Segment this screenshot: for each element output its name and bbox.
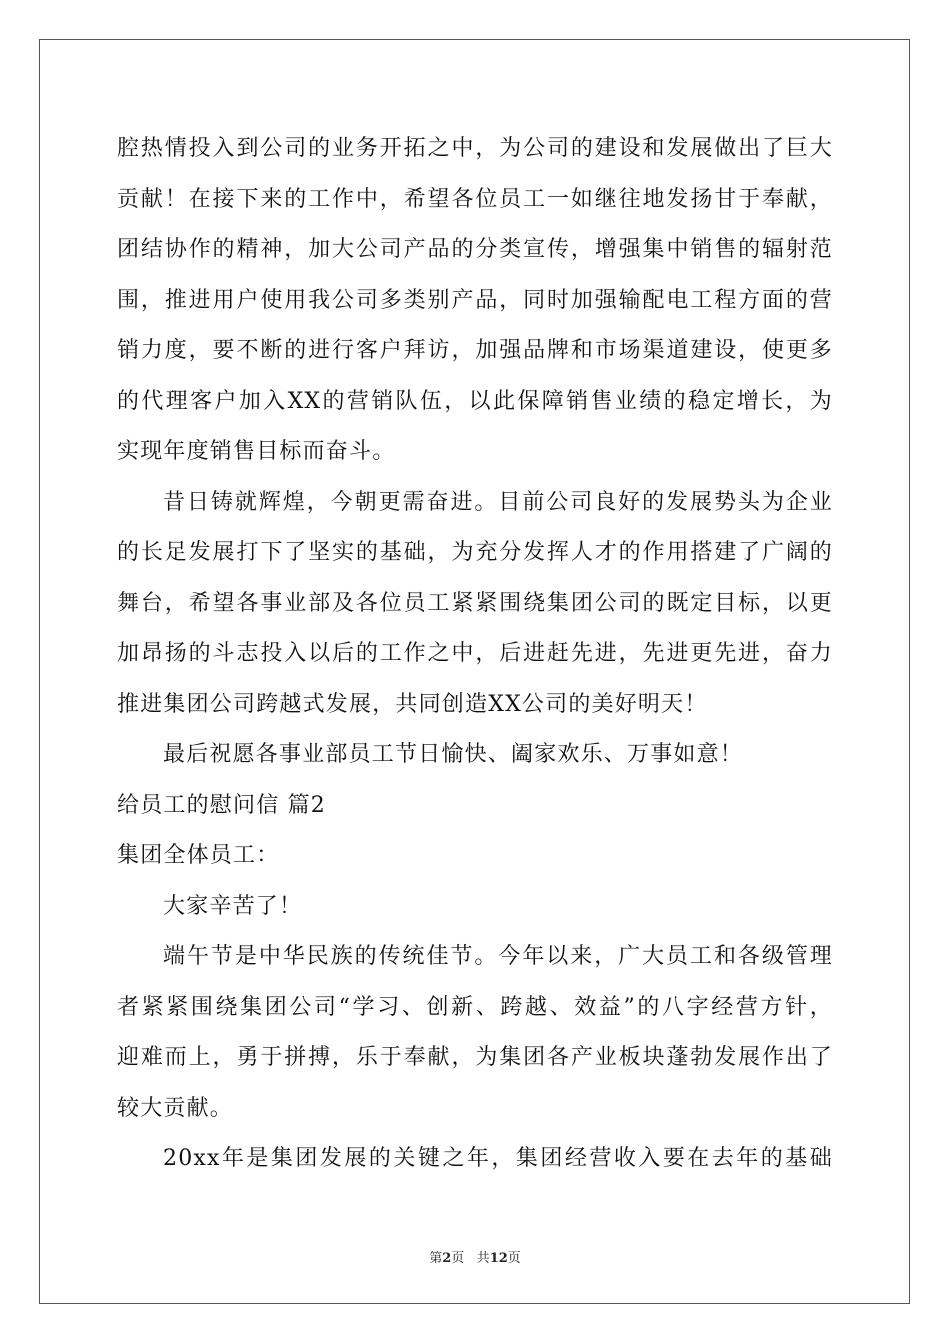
text-line: 大家辛苦了！ — [163, 893, 303, 919]
text-line: 团结协作的精神，加大公司产品的分类宣传，增强集中销售的辐射范 — [117, 237, 833, 262]
text-line: 的长足发展打下了坚实的基础，为充分发挥人才的作用搭建了广阔的 — [117, 540, 833, 565]
text-line: 推进集团公司跨越式发展，共同创造XX公司的美好明天！ — [117, 691, 708, 717]
footer-total-suffix: 页 — [507, 1251, 521, 1266]
text-line: 迎难而上，勇于拼搏，乐于奉献，为集团各产业板块蓬勃发展作出了 — [117, 1045, 833, 1070]
text-line: 端午节是中华民族的传统佳节。今年以来，广大员工和各级管理 — [163, 944, 833, 969]
total-pages-number: 12 — [489, 1251, 508, 1266]
text-line: 实现年度销售目标而奋斗。 — [117, 439, 396, 464]
footer-prefix: 第 — [429, 1251, 443, 1266]
text-line: 围，推进用户使用我公司多类别产品，同时加强输配电工程方面的营 — [117, 287, 833, 313]
document-body — [117, 124, 833, 1185]
footer-page-suffix: 页 — [451, 1251, 465, 1266]
text-line: 的代理客户加入XX的营销队伍，以此保障销售业绩的稳定增长，为 — [117, 388, 833, 414]
current-page-number: 2 — [442, 1251, 452, 1266]
text-line: 给员工的慰问信 篇2 — [117, 792, 326, 818]
text-line: 贡献！在接下来的工作中，希望各位员工一如继往地发扬甘于奉献， — [117, 186, 833, 212]
text-line: 昔日铸就辉煌，今朝更需奋进。目前公司良好的发展势头为企业 — [163, 489, 833, 515]
footer-total-prefix: 共 — [476, 1251, 490, 1266]
text-line: 销力度，要不断的进行客户拜访，加强品牌和市场渠道建设，使更多 — [117, 338, 833, 363]
text-line: 腔热情投入到公司的业务开拓之中，为公司的建设和发展做出了巨大 — [117, 136, 833, 161]
text-line: 加昂扬的斗志投入以后的工作之中，后进赶先进，先进更先进，奋力 — [117, 641, 833, 666]
text-line: 者紧紧围绕集团公司“学习、创新、跨越、效益”的八字经营方针， — [117, 994, 833, 1020]
text-line: 20xx年是集团发展的关键之年，集团经营收入要在去年的基础 — [163, 1146, 833, 1171]
text-line: 集团全体员工： — [117, 843, 280, 868]
text-line: 最后祝愿各事业部员工节日愉快、阖家欢乐、万事如意！ — [163, 742, 744, 767]
text-line: 舞台，希望各事业部及各位员工紧紧围绕集团公司的既定目标，以更 — [117, 590, 833, 616]
page-footer — [0, 1247, 950, 1266]
text-line: 较大贡献。 — [117, 1095, 234, 1121]
